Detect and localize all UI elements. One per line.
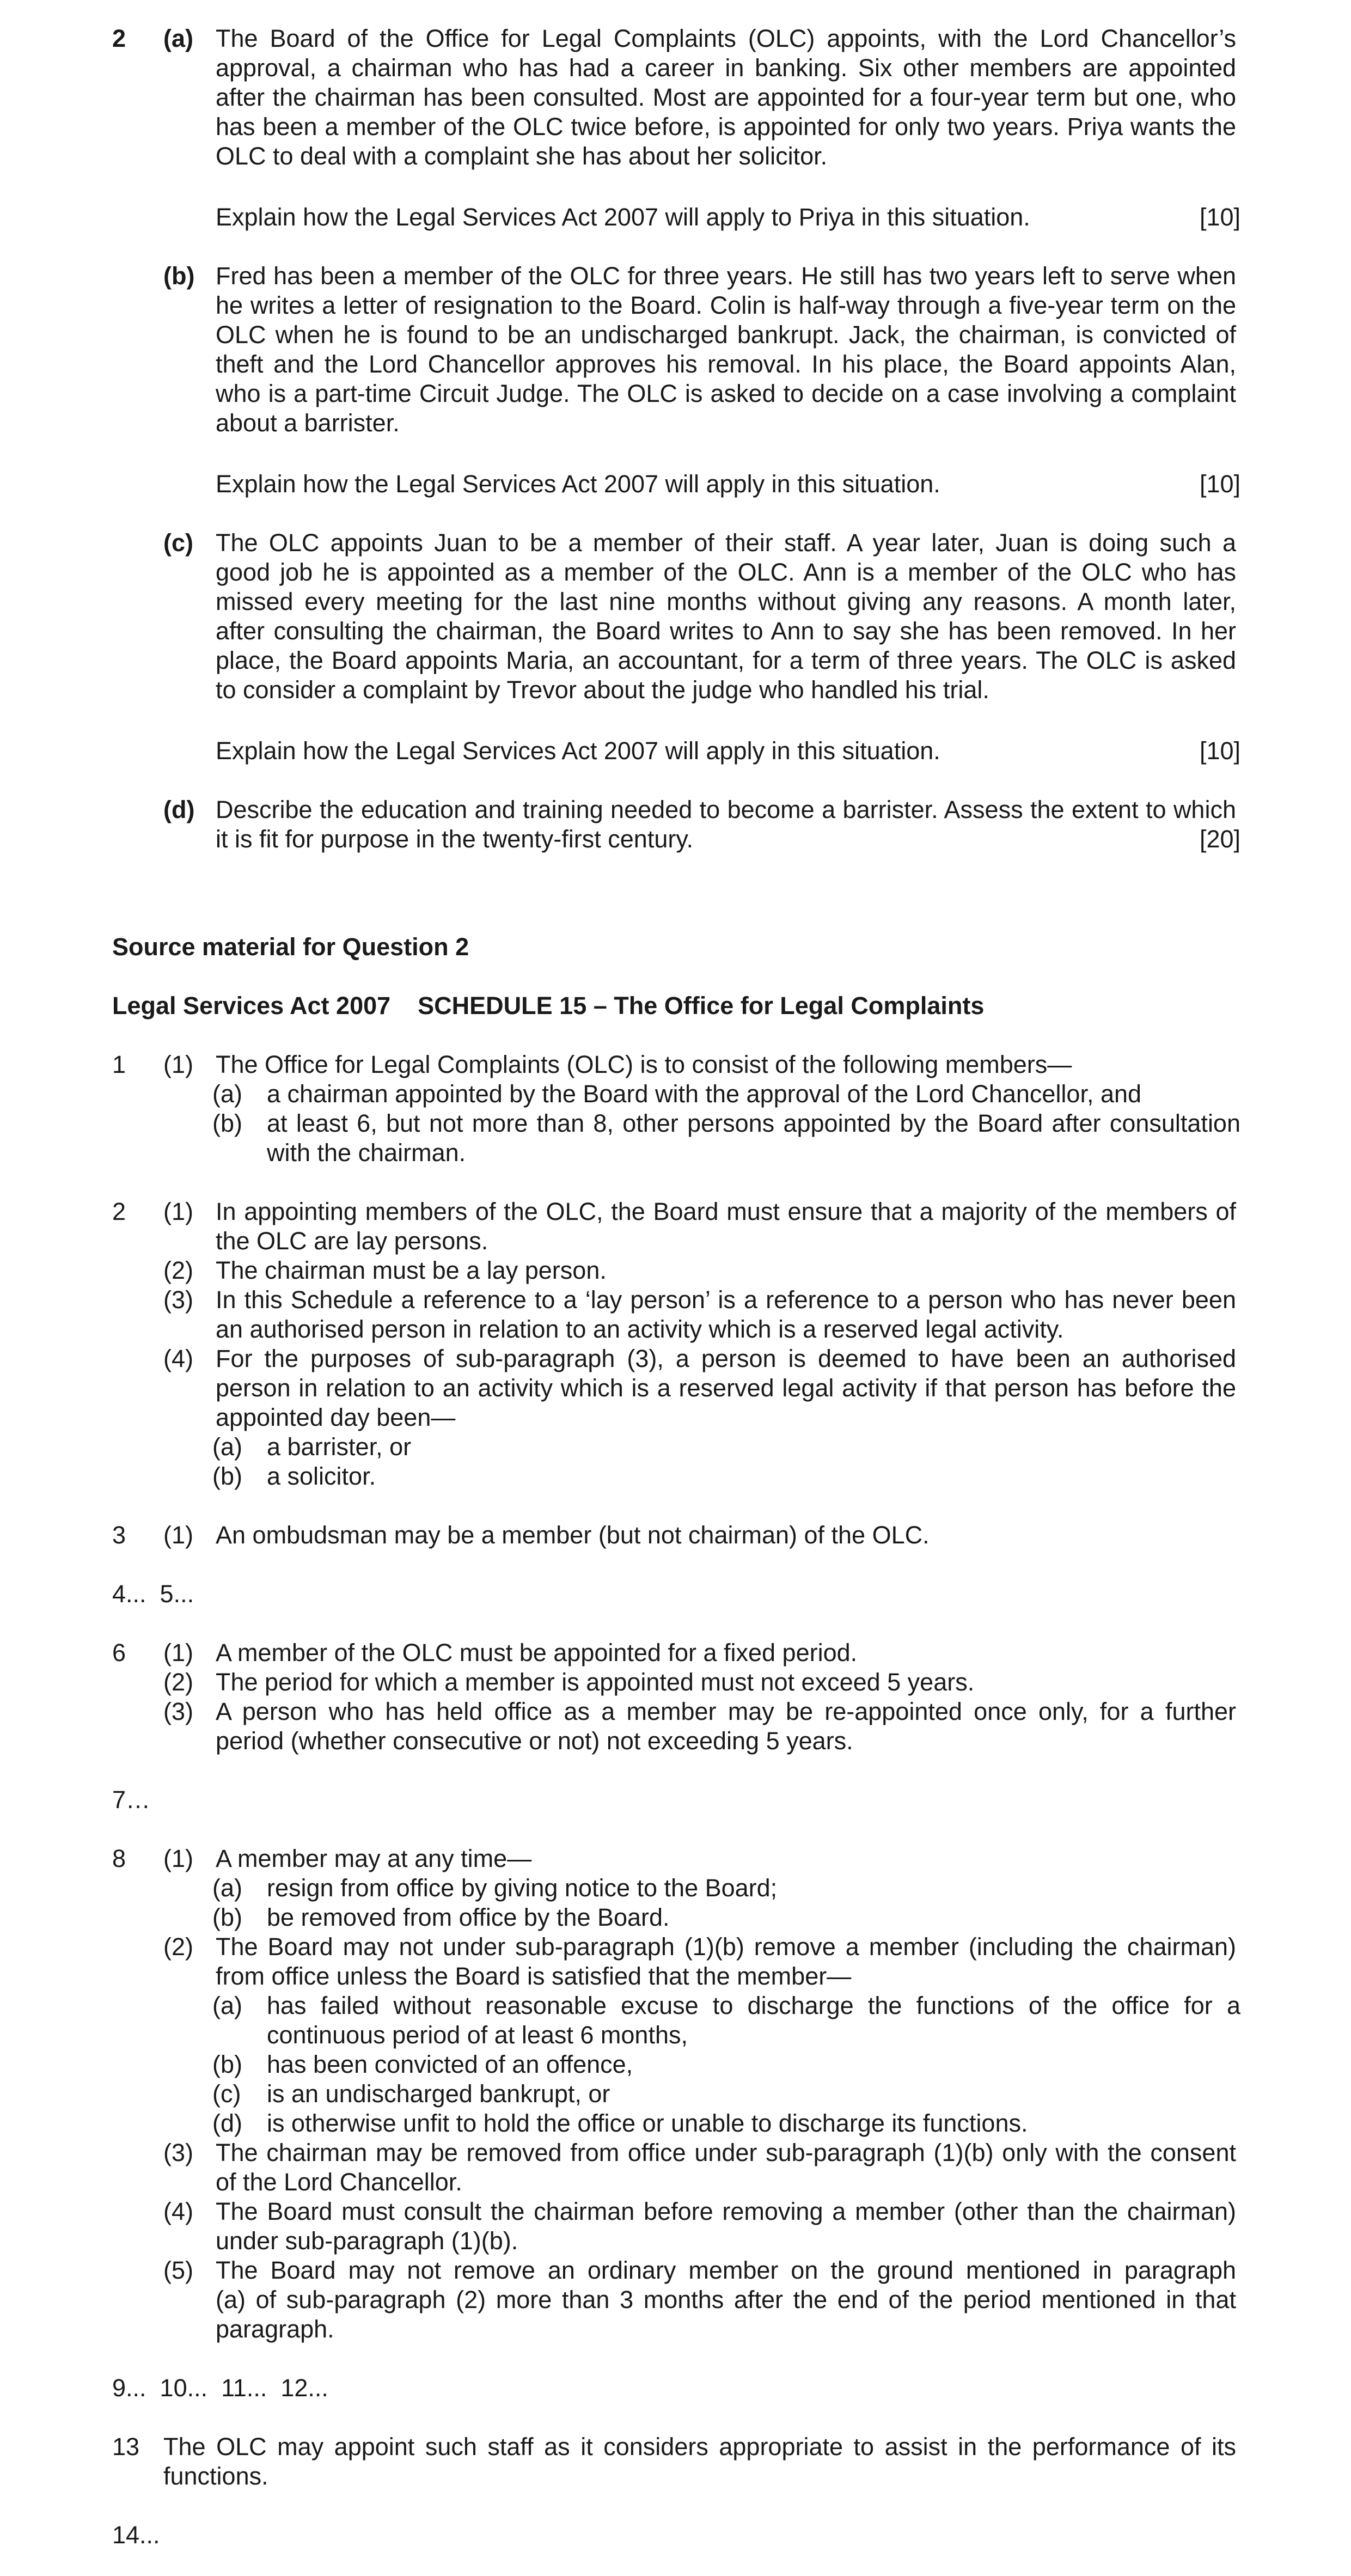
para-6-sub-3-label: (3) bbox=[163, 1698, 193, 1725]
para-8-item-2a-text: continuous period of at least 6 months, bbox=[267, 2021, 688, 2049]
para-8-item-2a-label: (a) bbox=[212, 1992, 242, 2019]
part-d-line: Describe the education and training needed to become a barrister. Assess the extent to which bbox=[216, 796, 1236, 823]
part-c-marks: [10] bbox=[1199, 737, 1240, 765]
part-b-line: he writes a letter of resignation to the Board. Colin is half-way through a five-year term on the bbox=[216, 291, 1236, 319]
para-3-number: 3 bbox=[112, 1521, 126, 1549]
part-a-line: The Board of the Office for Legal Complaints (OLC) appoints, with the Lord Chancellor’s bbox=[216, 25, 1236, 52]
part-b-marks: [10] bbox=[1199, 470, 1240, 498]
para-1-item-b-label: (b) bbox=[212, 1109, 242, 1137]
para-2-sub-1-label: (1) bbox=[163, 1198, 193, 1225]
part-c-label: (c) bbox=[163, 529, 193, 557]
para-8-sub-4-label: (4) bbox=[163, 2197, 193, 2225]
part-b-line: OLC when he is found to be an undischarged bankrupt. Jack, the chairman, is convicted of bbox=[216, 321, 1236, 349]
part-a-line: approval, a chairman who has had a career in banking. Six other members are appointed bbox=[216, 54, 1236, 82]
part-a-line: OLC to deal with a complaint she has about her solicitor. bbox=[216, 142, 828, 170]
para-2-item-b-text: a solicitor. bbox=[267, 1462, 376, 1490]
para-8-item-2c-label: (c) bbox=[212, 2080, 241, 2108]
source-subheading: Legal Services Act 2007 SCHEDULE 15 – The Office for Legal Complaints bbox=[112, 992, 985, 1020]
para-2-sub-1-text: In appointing members of the OLC, the Board must ensure that a majority of the members of bbox=[216, 1198, 1236, 1225]
para-8-item-2b-label: (b) bbox=[212, 2050, 242, 2078]
para-8-item-1b-label: (b) bbox=[212, 1903, 242, 1931]
part-b-task: Explain how the Legal Services Act 2007 will apply in this situation. bbox=[216, 470, 940, 498]
para-2-sub-2-text: The chairman must be a lay person. bbox=[216, 1256, 607, 1284]
part-c-line: missed every meeting for the last nine months without giving any reasons. A month later, bbox=[216, 588, 1236, 615]
para-13-number: 13 bbox=[112, 2433, 140, 2461]
para-8-item-1b-text: be removed from office by the Board. bbox=[267, 1903, 670, 1931]
para-8-item-2c-text: is an undischarged bankrupt, or bbox=[267, 2080, 610, 2108]
para-8-sub-5-text: paragraph. bbox=[216, 2315, 334, 2343]
para-8-sub-1-label: (1) bbox=[163, 1845, 193, 1872]
para-8-sub-4-text: The Board must consult the chairman before removing a member (other than the chairman) bbox=[216, 2197, 1236, 2225]
part-c-line: The OLC appoints Juan to be a member of their staff. A year later, Juan is doing such a bbox=[216, 529, 1236, 557]
part-d-label: (d) bbox=[163, 796, 195, 823]
para-7-omitted: 7… bbox=[112, 1786, 151, 1814]
para-8-item-1a-text: resign from office by giving notice to the Board; bbox=[267, 1874, 778, 1902]
para-6-sub-1-label: (1) bbox=[163, 1639, 193, 1667]
para-8-item-2b-text: has been convicted of an offence, bbox=[267, 2050, 633, 2078]
para-2-sub-3-text: an authorised person in relation to an activity which is a reserved legal activity. bbox=[216, 1315, 1064, 1343]
para-2-sub-3-label: (3) bbox=[163, 1286, 193, 1314]
para-1-number: 1 bbox=[112, 1051, 126, 1078]
para-2-item-a-label: (a) bbox=[212, 1433, 242, 1461]
source-heading: Source material for Question 2 bbox=[112, 933, 469, 961]
part-b-line: theft and the Lord Chancellor approves his removal. In his place, the Board appoints Alan, bbox=[216, 350, 1236, 378]
para-8-item-1a-label: (a) bbox=[212, 1874, 242, 1902]
para-1-sub-1-label: (1) bbox=[163, 1051, 193, 1078]
question-number: 2 bbox=[112, 25, 126, 52]
para-6-sub-3-text: A person who has held office as a member may be re-appointed once only, for a further bbox=[216, 1698, 1236, 1725]
part-c-task: Explain how the Legal Services Act 2007 will apply in this situation. bbox=[216, 737, 940, 765]
para-8-item-2a-text: has failed without reasonable excuse to discharge the functions of the office for a bbox=[267, 1992, 1240, 2019]
para-8-sub-3-label: (3) bbox=[163, 2139, 193, 2166]
para-6-sub-2-text: The period for which a member is appointed must not exceed 5 years. bbox=[216, 1668, 975, 1696]
para-8-sub-1-text: A member may at any time— bbox=[216, 1845, 532, 1872]
para-8-sub-5-text: The Board may not remove an ordinary member on the ground mentioned in paragraph bbox=[216, 2256, 1236, 2284]
para-2-sub-4-text: appointed day been— bbox=[216, 1403, 456, 1431]
para-8-sub-4-text: under sub-paragraph (1)(b). bbox=[216, 2227, 518, 2255]
para-8-sub-3-text: of the Lord Chancellor. bbox=[216, 2168, 462, 2196]
para-8-sub-3-text: The chairman may be removed from office under sub-paragraph (1)(b) only with the consent bbox=[216, 2139, 1236, 2166]
part-a-marks: [10] bbox=[1199, 203, 1240, 231]
para-2-item-b-label: (b) bbox=[212, 1462, 242, 1490]
para-1-sub-1-text: The Office for Legal Complaints (OLC) is to consist of the following members— bbox=[216, 1051, 1072, 1078]
para-8-number: 8 bbox=[112, 1845, 126, 1872]
part-a-task: Explain how the Legal Services Act 2007 will apply to Priya in this situation. bbox=[216, 203, 1030, 231]
para-2-sub-4-text: person in relation to an activity which is a reserved legal activity if that person has before the bbox=[216, 1374, 1236, 1402]
para-13-text: The OLC may appoint such staff as it considers appropriate to assist in the performance of its bbox=[163, 2433, 1236, 2461]
part-b-line: who is a part-time Circuit Judge. The OLC is asked to decide on a case involving a complaint bbox=[216, 380, 1236, 407]
part-d-marks: [20] bbox=[1199, 825, 1240, 853]
para-8-sub-5-label: (5) bbox=[163, 2256, 193, 2284]
part-b-label: (b) bbox=[163, 262, 195, 290]
part-c-line: to consider a complaint by Trevor about the judge who handled his trial. bbox=[216, 676, 989, 704]
para-6-number: 6 bbox=[112, 1639, 126, 1667]
para-8-item-2d-label: (d) bbox=[212, 2109, 242, 2137]
para-2-sub-2-label: (2) bbox=[163, 1256, 193, 1284]
part-a-line: after the chairman has been consulted. Most are appointed for a four-year term but one, who bbox=[216, 83, 1236, 111]
part-d-line: it is fit for purpose in the twenty-first century. bbox=[216, 825, 693, 853]
para-14-omitted: 14... bbox=[112, 2521, 160, 2549]
para-6-sub-1-text: A member of the OLC must be appointed for a fixed period. bbox=[216, 1639, 858, 1667]
para-8-sub-2-text: from office unless the Board is satisfied that the member— bbox=[216, 1962, 852, 1990]
para-2-sub-4-label: (4) bbox=[163, 1345, 193, 1372]
part-b-line: about a barrister. bbox=[216, 409, 400, 437]
para-2-item-a-text: a barrister, or bbox=[267, 1433, 412, 1461]
para-1-item-b-text: with the chairman. bbox=[267, 1139, 466, 1167]
part-b-line: Fred has been a member of the OLC for three years. He still has two years left to serve when bbox=[216, 262, 1236, 290]
para-1-item-a-label: (a) bbox=[212, 1080, 242, 1108]
para-3-sub-1-text: An ombudsman may be a member (but not chairman) of the OLC. bbox=[216, 1521, 930, 1549]
para-2-sub-4-text: For the purposes of sub-paragraph (3), a person is deemed to have been an authorised bbox=[216, 1345, 1236, 1372]
para-3-sub-1-label: (1) bbox=[163, 1521, 193, 1549]
para-8-sub-2-label: (2) bbox=[163, 1933, 193, 1961]
para-4-5-omitted: 4... 5... bbox=[112, 1580, 194, 1608]
para-2-sub-3-text: In this Schedule a reference to a ‘lay person’ is a reference to a person who has never been bbox=[216, 1286, 1236, 1314]
part-c-line: place, the Board appoints Maria, an accountant, for a term of three years. The OLC is asked bbox=[216, 646, 1236, 674]
part-c-line: after consulting the chairman, the Board writes to Ann to say she has been removed. In her bbox=[216, 617, 1236, 645]
para-8-sub-5-text: (a) of sub-paragraph (2) more than 3 months after the end of the period mentioned in that bbox=[216, 2286, 1236, 2313]
para-9-12-omitted: 9... 10... 11... 12... bbox=[112, 2374, 328, 2402]
para-2-sub-1-text: the OLC are lay persons. bbox=[216, 1227, 488, 1255]
para-6-sub-2-label: (2) bbox=[163, 1668, 193, 1696]
para-1-item-b-text: at least 6, but not more than 8, other persons appointed by the Board after consultation bbox=[267, 1109, 1240, 1137]
para-1-item-a-text: a chairman appointed by the Board with the approval of the Lord Chancellor, and bbox=[267, 1080, 1142, 1108]
part-a-line: has been a member of the OLC twice before, is appointed for only two years. Priya wants the bbox=[216, 113, 1236, 141]
para-8-item-2d-text: is otherwise unfit to hold the office or unable to discharge its functions. bbox=[267, 2109, 1028, 2137]
para-8-sub-2-text: The Board may not under sub-paragraph (1)(b) remove a member (including the chairman) bbox=[216, 1933, 1236, 1961]
part-a-label: (a) bbox=[163, 25, 193, 52]
para-2-number: 2 bbox=[112, 1198, 126, 1225]
para-13-text: functions. bbox=[163, 2462, 268, 2490]
part-c-line: good job he is appointed as a member of the OLC. Ann is a member of the OLC who has bbox=[216, 558, 1236, 586]
para-6-sub-3-text: period (whether consecutive or not) not exceeding 5 years. bbox=[216, 1727, 853, 1755]
